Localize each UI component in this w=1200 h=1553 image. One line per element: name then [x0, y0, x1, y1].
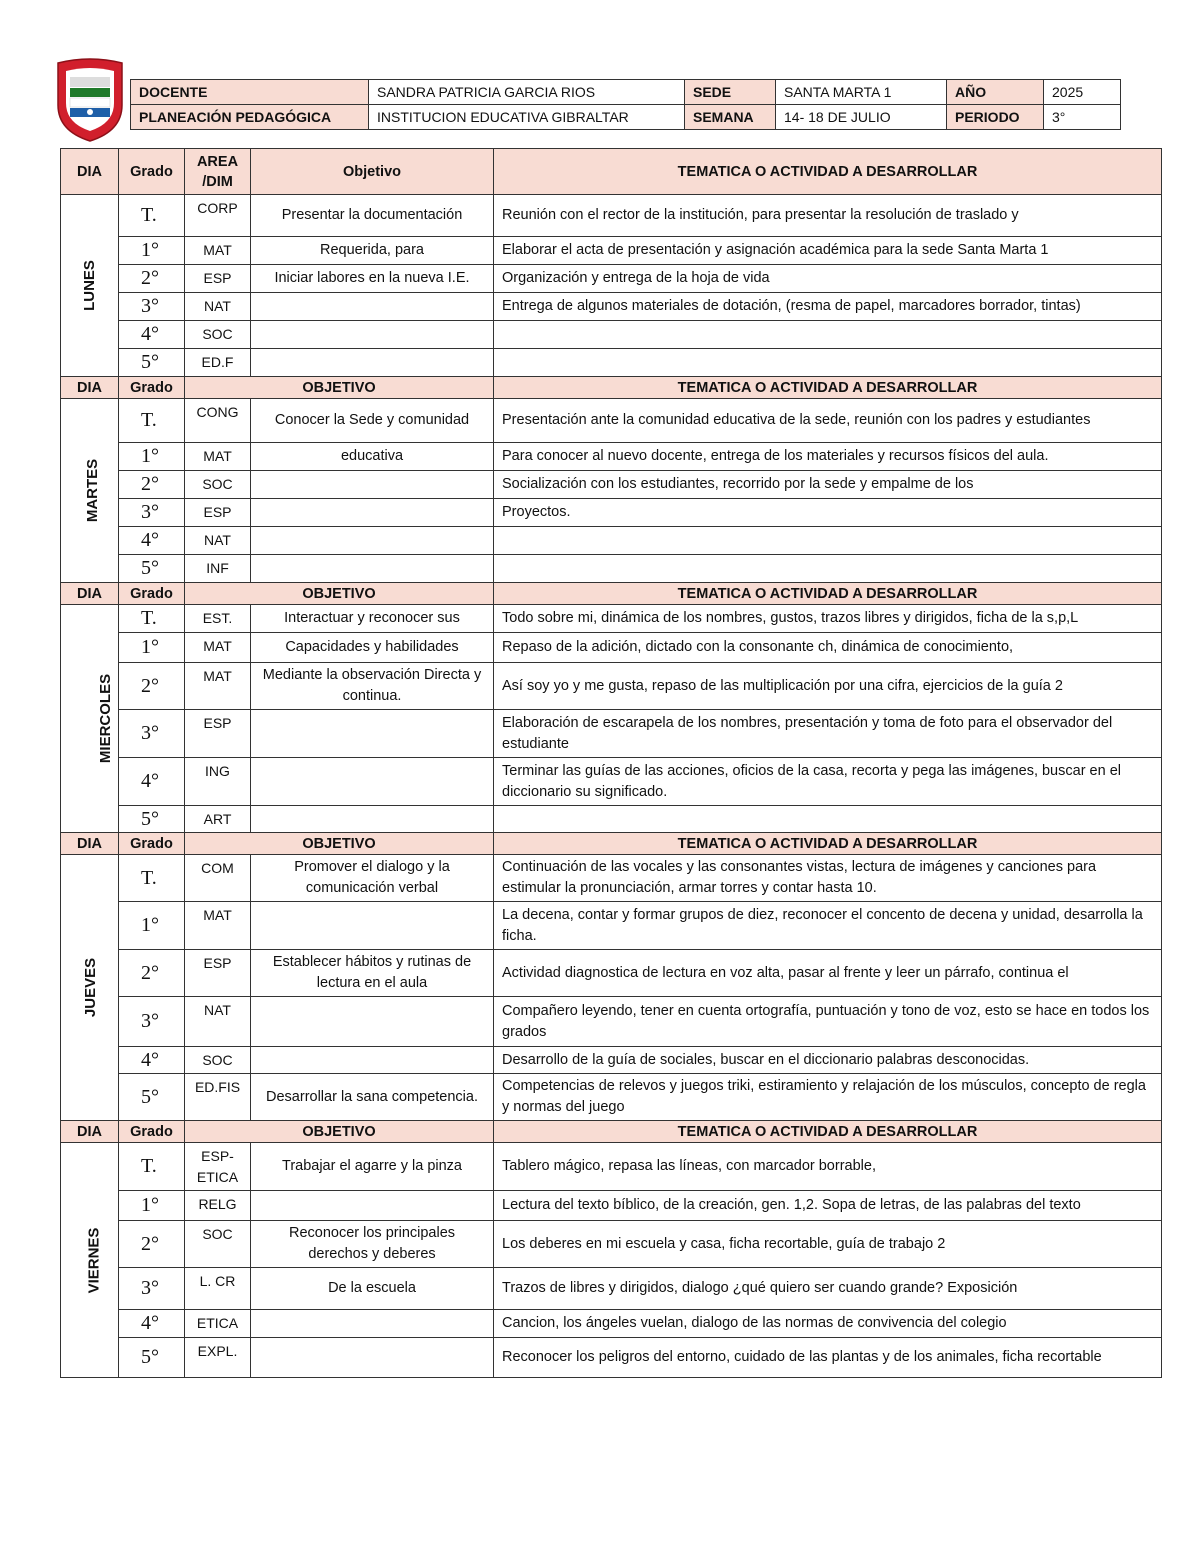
grade-cell: T.: [119, 399, 185, 443]
table-row: [61, 237, 1162, 265]
activity-cell: Los deberes en mi escuela y casa, ficha recortable, guía de trabajo 2: [494, 1221, 1162, 1268]
day-header-row: [61, 833, 1162, 855]
activity-cell: Competencias de relevos y juegos triki, estiramiento y relajación de los músculos, concepto de regla y normas del juego: [494, 1074, 1162, 1121]
table-row: [61, 195, 1162, 237]
tematica-header: TEMATICA O ACTIVIDAD A DESARROLLAR: [494, 1121, 1162, 1143]
day-name-cell: [61, 605, 119, 833]
area-cell: SOC: [185, 1221, 251, 1268]
day-name: MIERCOLES: [97, 673, 115, 764]
grade-cell: 5°: [119, 1074, 185, 1121]
grade-cell: 4°: [119, 527, 185, 555]
table-row: [61, 855, 1162, 902]
anio-label: AÑO: [947, 80, 1044, 105]
objective-cell: [251, 997, 494, 1047]
area-cell: MAT: [185, 902, 251, 950]
grade-cell: 1°: [119, 443, 185, 471]
table-row: [61, 321, 1162, 349]
activity-cell: Terminar las guías de las acciones, oficios de la casa, recorta y pega las imágenes, buscar en el diccionario su significado.: [494, 758, 1162, 806]
objective-cell: [251, 293, 494, 321]
weekly-plan-table: [60, 148, 1162, 1378]
objective-cell: [251, 1310, 494, 1338]
table-row: [61, 1221, 1162, 1268]
objective-cell: [251, 499, 494, 527]
area-cell: ESP: [185, 265, 251, 293]
day-header-row: [61, 377, 1162, 399]
objetivo-header: OBJETIVO: [185, 1121, 494, 1143]
area-cell: EST.: [185, 605, 251, 633]
day-header-row: [61, 149, 1162, 195]
area-cell: ETICA: [185, 1310, 251, 1338]
activity-cell: Así soy yo y me gusta, repaso de las multiplicación por una cifra, ejercicios de la guía 2: [494, 663, 1162, 710]
objetivo-header: OBJETIVO: [185, 833, 494, 855]
activity-cell: Continuación de las vocales y las consonantes vistas, lectura de imágenes y canciones para estimular la pronunciación, armar torres y contar hasta 10.: [494, 855, 1162, 902]
objective-cell: [251, 710, 494, 758]
grade-cell: 3°: [119, 710, 185, 758]
day-header-row: [61, 583, 1162, 605]
day-name-cell: [61, 1143, 119, 1378]
table-row: [61, 902, 1162, 950]
area-cell: ED.FIS: [185, 1074, 251, 1121]
periodo-label: PERIODO: [947, 105, 1044, 130]
area-cell: EXPL.: [185, 1338, 251, 1378]
objetivo-header: OBJETIVO: [185, 377, 494, 399]
activity-cell: [494, 321, 1162, 349]
anio-value: 2025: [1044, 80, 1121, 105]
planeacion-label: PLANEACIÓN PEDAGÓGICA: [131, 105, 369, 130]
objective-cell: [251, 1191, 494, 1221]
activity-cell: [494, 806, 1162, 833]
table-row: [61, 806, 1162, 833]
area-cell: MAT: [185, 237, 251, 265]
table-row: [61, 265, 1162, 293]
activity-cell: La decena, contar y formar grupos de diez, reconocer el concento de decena y unidad, desarrolla la ficha.: [494, 902, 1162, 950]
area-cell: MAT: [185, 663, 251, 710]
dia-header: DIA: [61, 1121, 119, 1143]
grade-cell: T.: [119, 605, 185, 633]
activity-cell: Elaborar el acta de presentación y asignación académica para la sede Santa Marta 1: [494, 237, 1162, 265]
activity-cell: Socialización con los estudiantes, recorrido por la sede y empalme de los: [494, 471, 1162, 499]
area-cell: ESP: [185, 950, 251, 997]
grade-cell: 2°: [119, 1221, 185, 1268]
dia-header: DIA: [61, 377, 119, 399]
objective-cell: Trabajar el agarre y la pinza: [251, 1143, 494, 1191]
area-cell: ESP- ETICA: [185, 1143, 251, 1191]
tematica-header: TEMATICA O ACTIVIDAD A DESARROLLAR: [494, 833, 1162, 855]
objetivo-header: Objetivo: [251, 149, 494, 195]
area-cell: SOC: [185, 471, 251, 499]
activity-cell: Lectura del texto bíblico, de la creación, gen. 1,2. Sopa de letras, de las palabras del texto: [494, 1191, 1162, 1221]
day-name: MARTES: [84, 458, 102, 523]
grade-cell: 2°: [119, 471, 185, 499]
tematica-header: TEMATICA O ACTIVIDAD A DESARROLLAR: [494, 377, 1162, 399]
table-row: [61, 950, 1162, 997]
grade-cell: T.: [119, 195, 185, 237]
objective-cell: [251, 1338, 494, 1378]
dia-header: DIA: [61, 149, 119, 195]
objective-cell: educativa: [251, 443, 494, 471]
sede-value: SANTA MARTA 1: [776, 80, 947, 105]
grade-cell: 1°: [119, 237, 185, 265]
table-row: [61, 710, 1162, 758]
grade-cell: 3°: [119, 997, 185, 1047]
day-name: JUEVES: [82, 957, 100, 1018]
objetivo-header: OBJETIVO: [185, 583, 494, 605]
objective-cell: [251, 1047, 494, 1074]
area-cell: ART: [185, 806, 251, 833]
area-cell: SOC: [185, 1047, 251, 1074]
periodo-value: 3°: [1044, 105, 1121, 130]
area-cell: MAT: [185, 443, 251, 471]
objective-cell: Presentar la documentación: [251, 195, 494, 237]
activity-cell: Repaso de la adición, dictado con la consonante ch, dinámica de conocimiento,: [494, 633, 1162, 663]
objective-cell: [251, 806, 494, 833]
activity-cell: Todo sobre mi, dinámica de los nombres, gustos, trazos libres y dirigidos, ficha de la s,p,L: [494, 605, 1162, 633]
activity-cell: Actividad diagnostica de lectura en voz alta, pasar al frente y leer un párrafo, continua el: [494, 950, 1162, 997]
day-name-cell: [61, 399, 119, 583]
objective-cell: Requerida, para: [251, 237, 494, 265]
activity-cell: Compañero leyendo, tener en cuenta ortografía, puntuación y tono de voz, esto se hace en todos los grados: [494, 997, 1162, 1047]
objective-cell: Capacidades y habilidades: [251, 633, 494, 663]
area-cell: MAT: [185, 633, 251, 663]
table-row: [61, 555, 1162, 583]
institucion-value: INSTITUCION EDUCATIVA GIBRALTAR: [369, 105, 685, 130]
grade-cell: 4°: [119, 1310, 185, 1338]
activity-cell: Para conocer al nuevo docente, entrega de los materiales y recursos físicos del aula.: [494, 443, 1162, 471]
objective-cell: [251, 902, 494, 950]
objective-cell: Conocer la Sede y comunidad: [251, 399, 494, 443]
grado-header: Grado: [119, 583, 185, 605]
table-row: [61, 997, 1162, 1047]
objective-cell: Interactuar y reconocer sus: [251, 605, 494, 633]
grade-cell: 1°: [119, 1191, 185, 1221]
grade-cell: T.: [119, 855, 185, 902]
area-cell: COM: [185, 855, 251, 902]
area-cell: SOC: [185, 321, 251, 349]
grade-cell: 1°: [119, 633, 185, 663]
area-cell: ING: [185, 758, 251, 806]
grade-cell: 2°: [119, 950, 185, 997]
objective-cell: Mediante la observación Directa y continua.: [251, 663, 494, 710]
grade-cell: 5°: [119, 555, 185, 583]
activity-cell: Organización y entrega de la hoja de vida: [494, 265, 1162, 293]
table-row: [61, 471, 1162, 499]
activity-cell: Tablero mágico, repasa las líneas, con marcador borrable,: [494, 1143, 1162, 1191]
objective-cell: De la escuela: [251, 1268, 494, 1310]
grade-cell: 5°: [119, 349, 185, 377]
grado-header: Grado: [119, 149, 185, 195]
activity-cell: [494, 527, 1162, 555]
table-row: [61, 605, 1162, 633]
objective-cell: [251, 321, 494, 349]
grade-cell: 3°: [119, 499, 185, 527]
grade-cell: T.: [119, 1143, 185, 1191]
grade-cell: 4°: [119, 1047, 185, 1074]
school-shield-logo-icon: [52, 57, 128, 143]
area-cell: NAT: [185, 527, 251, 555]
dia-header: DIA: [61, 583, 119, 605]
grado-header: Grado: [119, 377, 185, 399]
grade-cell: 1°: [119, 902, 185, 950]
dia-header: DIA: [61, 833, 119, 855]
area-cell: ESP: [185, 710, 251, 758]
table-row: [61, 758, 1162, 806]
table-row: [61, 399, 1162, 443]
table-row: [61, 1143, 1162, 1191]
sede-label: SEDE: [685, 80, 776, 105]
grade-cell: 5°: [119, 1338, 185, 1378]
tematica-header: TEMATICA O ACTIVIDAD A DESARROLLAR: [494, 149, 1162, 195]
activity-cell: Trazos de libres y dirigidos, dialogo ¿qué quiero ser cuando grande? Exposición: [494, 1268, 1162, 1310]
activity-cell: Elaboración de escarapela de los nombres, presentación y toma de foto para el observador del estudiante: [494, 710, 1162, 758]
header-table: [130, 79, 1121, 130]
grade-cell: 2°: [119, 265, 185, 293]
activity-cell: Reunión con el rector de la institución, para presentar la resolución de traslado y: [494, 195, 1162, 237]
table-row: [61, 349, 1162, 377]
activity-cell: [494, 555, 1162, 583]
activity-cell: Reconocer los peligros del entorno, cuidado de las plantas y de los animales, ficha recortable: [494, 1338, 1162, 1378]
grade-cell: 2°: [119, 663, 185, 710]
table-row: [61, 293, 1162, 321]
activity-cell: Entrega de algunos materiales de dotación, (resma de papel, marcadores borrador, tintas): [494, 293, 1162, 321]
table-row: [61, 1268, 1162, 1310]
activity-cell: [494, 349, 1162, 377]
objective-cell: Reconocer los principales derechos y deberes: [251, 1221, 494, 1268]
table-row: [61, 443, 1162, 471]
table-row: [61, 527, 1162, 555]
area-header: AREA /DIM: [185, 149, 251, 195]
grado-header: Grado: [119, 833, 185, 855]
table-row: [61, 1074, 1162, 1121]
docente-label: DOCENTE: [131, 80, 369, 105]
table-row: [61, 1338, 1162, 1378]
area-cell: RELG: [185, 1191, 251, 1221]
objective-cell: Desarrollar la sana competencia.: [251, 1074, 494, 1121]
objective-cell: [251, 471, 494, 499]
activity-cell: Cancion, los ángeles vuelan, dialogo de las normas de convivencia del colegio: [494, 1310, 1162, 1338]
area-cell: NAT: [185, 997, 251, 1047]
tematica-header: TEMATICA O ACTIVIDAD A DESARROLLAR: [494, 583, 1162, 605]
table-row: [61, 663, 1162, 710]
grade-cell: 3°: [119, 293, 185, 321]
objective-cell: Establecer hábitos y rutinas de lectura en el aula: [251, 950, 494, 997]
objective-cell: [251, 555, 494, 583]
day-name: VIERNES: [85, 1227, 103, 1293]
activity-cell: Desarrollo de la guía de sociales, buscar en el diccionario palabras desconocidas.: [494, 1047, 1162, 1074]
objective-cell: [251, 758, 494, 806]
table-row: [61, 499, 1162, 527]
day-name: LUNES: [81, 260, 98, 311]
area-cell: INF: [185, 555, 251, 583]
area-cell: ESP: [185, 499, 251, 527]
objective-cell: [251, 349, 494, 377]
area-cell: NAT: [185, 293, 251, 321]
grado-header: Grado: [119, 1121, 185, 1143]
day-name-cell: [61, 855, 119, 1121]
area-cell: CORP: [185, 195, 251, 237]
objective-cell: [251, 527, 494, 555]
activity-cell: Proyectos.: [494, 499, 1162, 527]
activity-cell: Presentación ante la comunidad educativa de la sede, reunión con los padres y estudiantes: [494, 399, 1162, 443]
semana-label: SEMANA: [685, 105, 776, 130]
table-row: [61, 1191, 1162, 1221]
objective-cell: Promover el dialogo y la comunicación verbal: [251, 855, 494, 902]
day-name-cell: [61, 195, 119, 377]
objective-cell: Iniciar labores en la nueva I.E.: [251, 265, 494, 293]
grade-cell: 4°: [119, 321, 185, 349]
semana-value: 14- 18 DE JULIO: [776, 105, 947, 130]
day-header-row: [61, 1121, 1162, 1143]
area-cell: CONG: [185, 399, 251, 443]
table-row: [61, 1047, 1162, 1074]
area-cell: L. CR: [185, 1268, 251, 1310]
area-cell: ED.F: [185, 349, 251, 377]
grade-cell: 5°: [119, 806, 185, 833]
docente-value: SANDRA PATRICIA GARCIA RIOS: [369, 80, 685, 105]
table-row: [61, 1310, 1162, 1338]
grade-cell: 4°: [119, 758, 185, 806]
grade-cell: 3°: [119, 1268, 185, 1310]
table-row: [61, 633, 1162, 663]
